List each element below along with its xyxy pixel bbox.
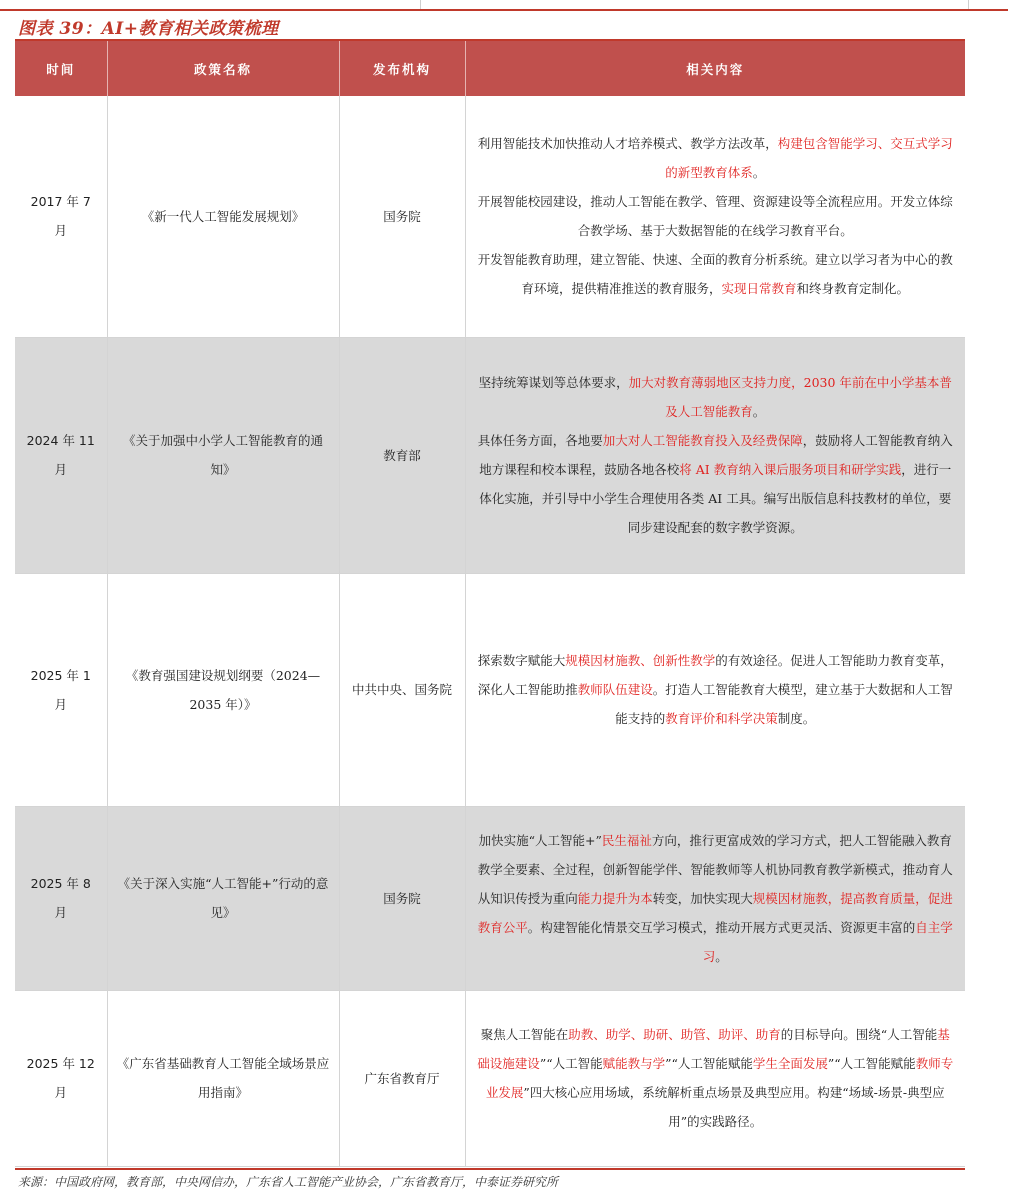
content-text: 转变，加快实现大	[652, 890, 753, 906]
cell-policy-name: 《广东省基础教育人工智能全域场景应用指南》	[107, 990, 339, 1166]
table-row	[15, 573, 965, 806]
header-policy-name: 政策名称	[107, 41, 339, 96]
content-text: 加快实施“人工智能+”	[478, 832, 602, 848]
content-text: 开展智能校园建设，推动人工智能在教学、管理、资源建设等全流程应用。开发立体综合教学场、基于大数据智能的在线学习教育平台。	[477, 194, 953, 239]
content-text: 。	[752, 404, 766, 419]
cell-issuer: 教育部	[339, 337, 465, 573]
content-paragraph	[476, 826, 956, 971]
content-text: 具体任务方面，各地要	[477, 433, 603, 448]
cell-policy-name: 《新一代人工智能发展规划》	[107, 96, 339, 337]
cell-policy-name: 《关于加强中小学人工智能教育的通知》	[107, 337, 339, 573]
policy-table	[15, 41, 965, 1167]
cell-time: 2025 年 12 月	[15, 990, 107, 1166]
header-issuer: 发布机构	[339, 41, 465, 96]
cell-issuer: 广东省教育厅	[339, 990, 465, 1166]
cell-time: 2025 年 8 月	[15, 806, 107, 990]
content-text: 坚持统筹谋划等总体要求，	[478, 375, 629, 390]
highlight-text: 学生全面发展	[752, 1056, 828, 1071]
header-content: 相关内容	[465, 41, 965, 96]
content-text: ，鼓励将人工智能教育纳入地方课程和校本课程，鼓励各地各校	[479, 433, 953, 477]
top-rule	[0, 9, 1008, 11]
cell-issuer: 国务院	[339, 96, 465, 337]
highlight-text: 实现日常教育	[721, 281, 797, 297]
table-row	[15, 96, 965, 337]
content-text: 。打造人工智能教育大模型，建立基于大数据和人工智能支持的	[615, 682, 953, 726]
content-text: 方向，推行更富成效的学习方式，把人工智能融入教育教学全要素、全过程，创新智能学伴、智能教师等人机协同教育教学新模式，推动育人从知识传授为重向	[477, 832, 953, 906]
content-text: 探索数字赋能大	[477, 653, 566, 668]
content-paragraph	[476, 426, 956, 542]
bottom-rule	[15, 1168, 965, 1170]
content-text: 开发智能教育助理，建立智能、快速、全面的教育分析系统。建立以学习者为中心的教育环境，提供精准推送的教育服务，	[477, 252, 953, 297]
source-note: 来源：中国政府网，教育部，中央网信办，广东省人工智能产业协会，广东省教育厅，中泰证券研究所	[18, 1175, 559, 1189]
content-paragraph	[476, 245, 956, 303]
highlight-text: 教师专业发展	[485, 1056, 954, 1100]
highlight-text: 基础设施建设	[477, 1027, 950, 1071]
highlight-text: 自主学习	[702, 919, 953, 964]
cell-content	[465, 573, 965, 806]
content-text: 聚焦人工智能在	[480, 1027, 569, 1042]
highlight-text: 赋能教与学	[602, 1056, 666, 1071]
highlight-text: 规模因材施教，提高教育质量，促进教育公平	[477, 890, 953, 935]
figure-title: 图表 39：AI+教育相关政策梳理	[18, 19, 279, 39]
highlight-text: 教育评价和科学决策	[665, 711, 778, 726]
highlight-text: 将 AI 教育纳入课后服务项目和研学实践	[679, 462, 902, 477]
content-paragraph	[476, 368, 956, 426]
content-paragraph	[476, 187, 956, 245]
content-text: ”“人工智能赋能	[665, 1056, 753, 1071]
highlight-text: 助教、助学、助研、助管、助评、助育	[568, 1027, 781, 1042]
content-text: 。	[752, 165, 766, 181]
cell-content	[465, 990, 965, 1166]
highlight-text: 规模因材施教、创新性教学	[565, 653, 716, 668]
content-text: ”“人工智能	[539, 1056, 603, 1071]
table-row	[15, 990, 965, 1166]
top-tick	[420, 0, 421, 9]
table-row	[15, 806, 965, 990]
cell-time: 2017 年 7 月	[15, 96, 107, 337]
cell-content	[465, 96, 965, 337]
content-text: 和终身教育定制化。	[796, 281, 910, 297]
content-text: 制度。	[777, 711, 816, 726]
table-row	[15, 337, 965, 573]
highlight-text: 加大对教育薄弱地区支持力度，2030 年前在中小学基本普及人工智能教育	[628, 375, 952, 419]
cell-policy-name: 《教育强国建设规划纲要（2024—2035 年）》	[107, 573, 339, 806]
top-tick	[968, 0, 969, 9]
header-time: 时间	[15, 41, 107, 96]
cell-content	[465, 806, 965, 990]
table-header-row	[15, 41, 965, 96]
cell-issuer: 中共中央、国务院	[339, 573, 465, 806]
cell-issuer: 国务院	[339, 806, 465, 990]
content-text: ”“人工智能赋能	[827, 1056, 916, 1071]
highlight-text: 构建包含智能学习、交互式学习的新型教育体系	[665, 136, 953, 181]
cell-time: 2025 年 1 月	[15, 573, 107, 806]
cell-time: 2024 年 11 月	[15, 337, 107, 573]
highlight-text: 能力提升为本	[577, 890, 653, 906]
highlight-text: 民生福祉	[601, 832, 652, 848]
content-text: ”四大核心应用场域，系统解析重点场景及典型应用。构建“场域-场景-典型应用”的实践路径。	[523, 1085, 945, 1129]
content-text: 的目标导向。围绕“人工智能	[780, 1027, 938, 1042]
content-text: 。	[715, 948, 728, 964]
content-paragraph	[476, 646, 956, 733]
content-paragraph	[476, 129, 956, 187]
content-text: ，进行一体化实施，并引导中小学生合理使用各类 AI 工具。编写出版信息科技教材的单位，要同步建设配套的数字教学资源。	[479, 462, 952, 535]
highlight-text: 教师队伍建设	[577, 682, 653, 697]
cell-policy-name: 《关于深入实施“人工智能+”行动的意见》	[107, 806, 339, 990]
content-text: 。构建智能化情景交互学习模式，推动开展方式更灵活、资源更丰富的	[527, 919, 916, 935]
content-paragraph	[476, 1020, 956, 1136]
content-text: 利用智能技术加快推动人才培养模式、教学方法改革，	[477, 136, 778, 152]
highlight-text: 加大对人工智能教育投入及经费保障	[602, 433, 803, 448]
content-text: 的有效途径。促进人工智能助力教育变革，深化人工智能助推	[477, 653, 953, 697]
cell-content	[465, 337, 965, 573]
